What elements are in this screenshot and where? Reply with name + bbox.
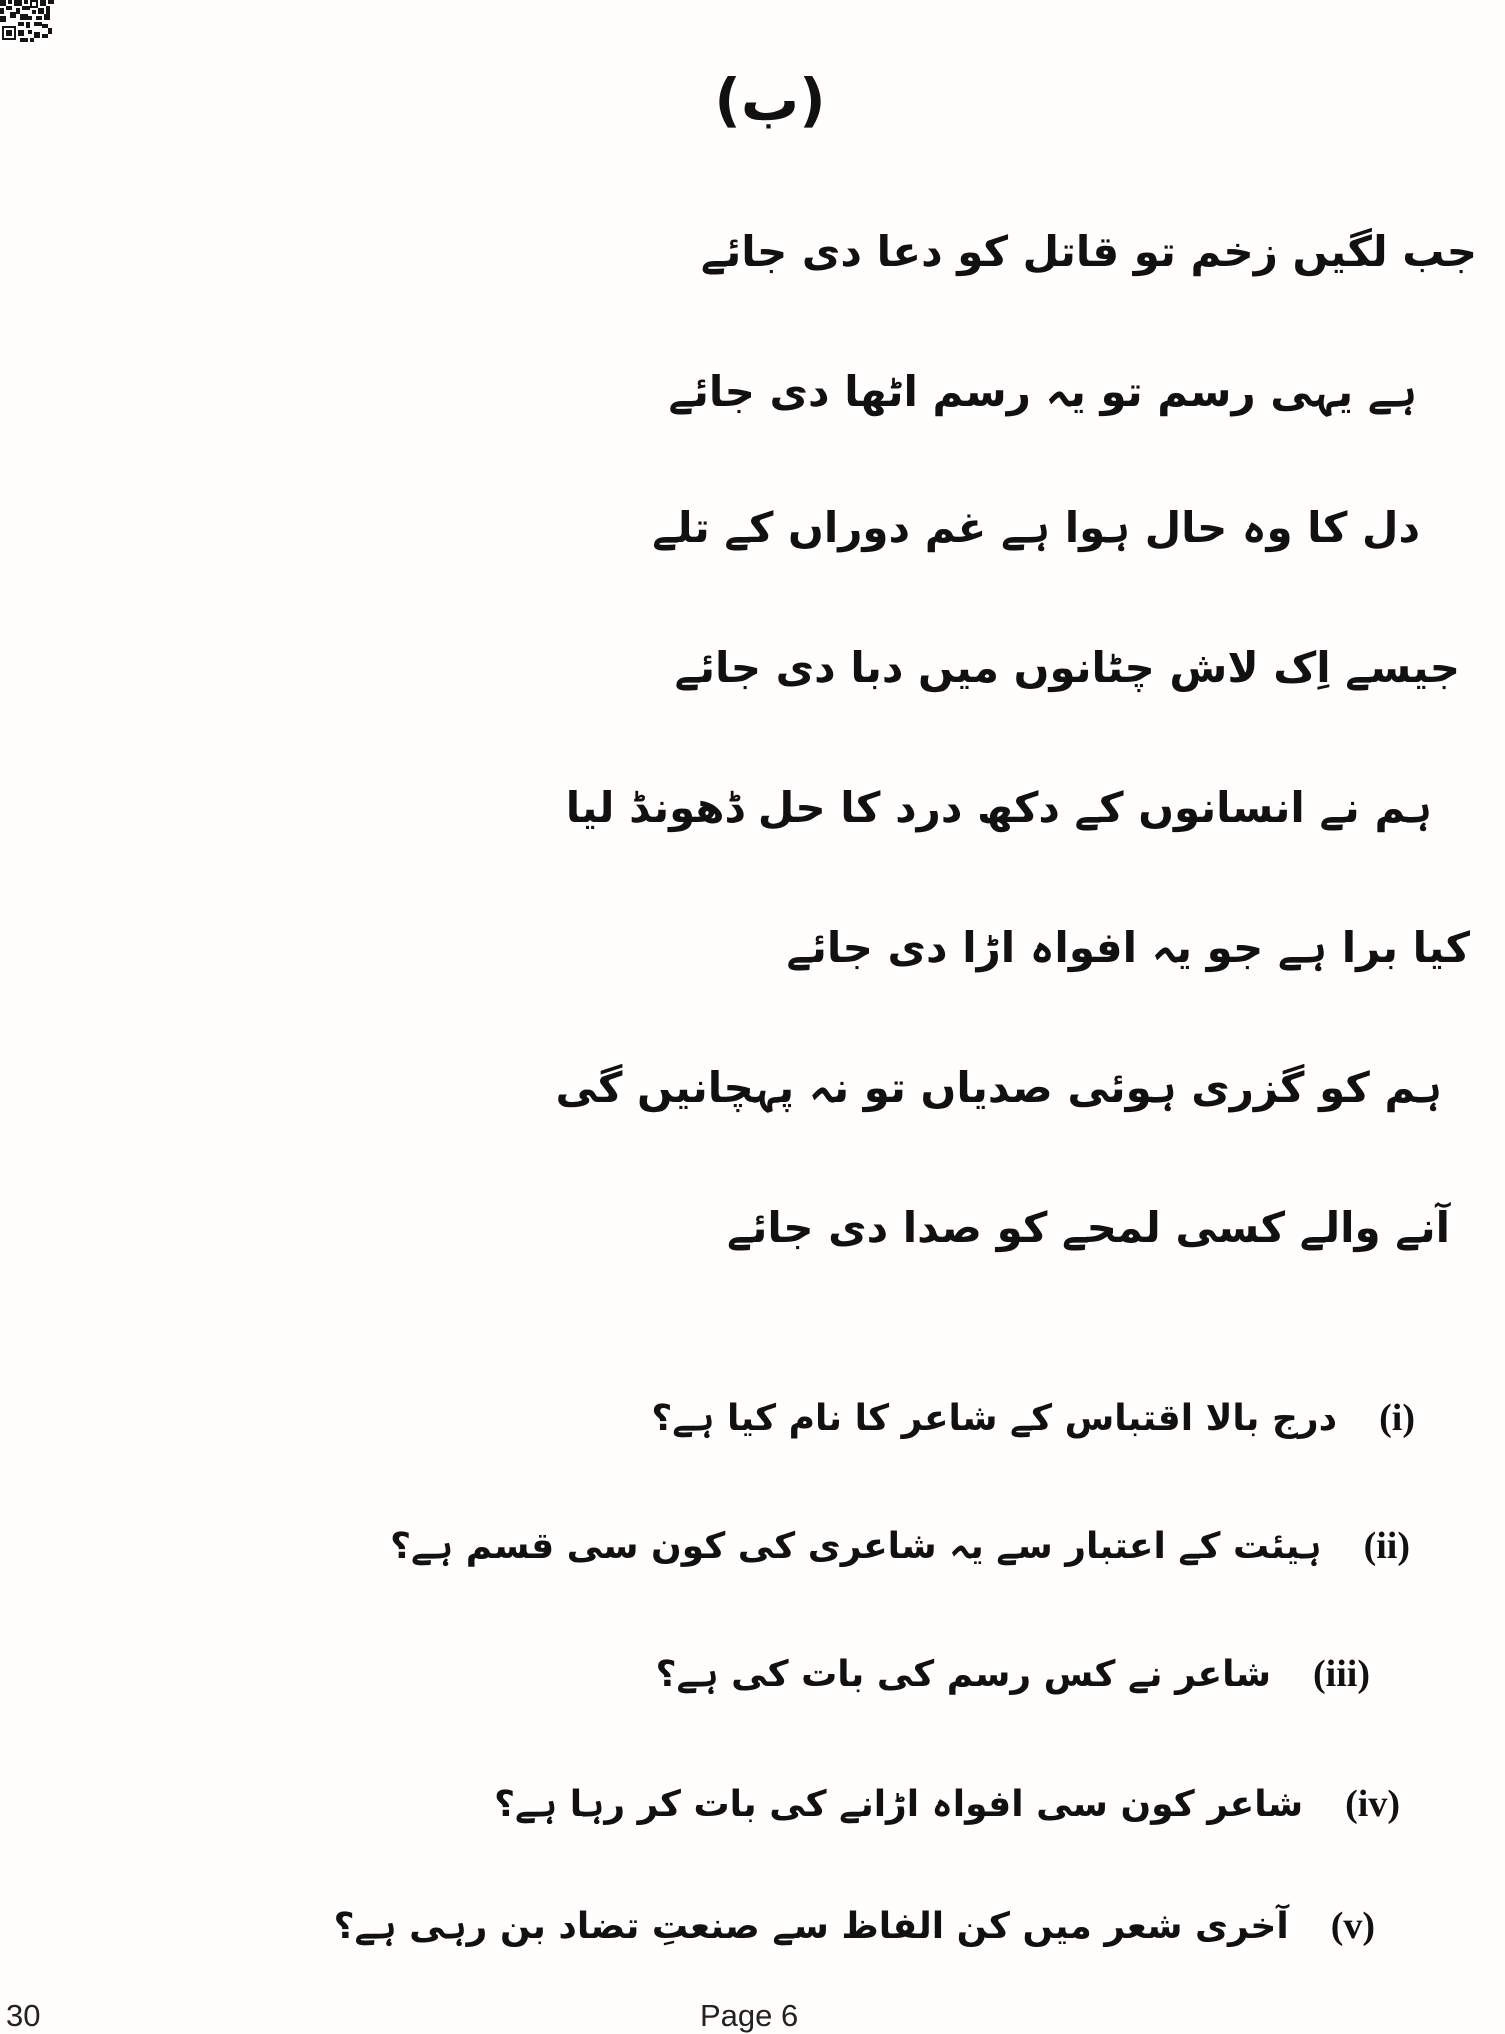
question-ii-number: (ii): [1363, 1525, 1410, 1567]
poem-line-1: جب لگیں زخم تو قاتل کو دعا دی جائے: [700, 227, 1477, 276]
question-iv-number: (iv): [1345, 1783, 1400, 1825]
question-iv-text: شاعر کون سی افواہ اڑانے کی بات کر رہا ہے؟: [494, 1784, 1304, 1825]
poem-line-7: ہم کو گزری ہوئی صدیاں تو نہ پہچانیں گی: [555, 1063, 1442, 1112]
section-heading: (ب): [714, 66, 826, 134]
question-ii-text: ہیئت کے اعتبار سے یہ شاعری کی کون سی قسم ہے؟: [390, 1526, 1322, 1567]
question-iii-text: شاعر نے کس رسم کی بات کی ہے؟: [655, 1654, 1272, 1695]
question-i-number: (i): [1379, 1397, 1415, 1439]
question-iii: [656, 1652, 1370, 1696]
question-iv: [494, 1782, 1400, 1826]
question-i-text: درج بالا اقتباس کے شاعر کا نام کیا ہے؟: [651, 1398, 1338, 1439]
qr-code-icon: [0, 0, 56, 44]
question-i: [651, 1396, 1415, 1440]
question-v-number: (v): [1330, 1905, 1375, 1947]
question-v: [334, 1904, 1375, 1948]
question-v-text: آخری شعر میں کن الفاظ سے صنعتِ تضاد بن رہی ہے؟: [333, 1906, 1289, 1947]
poem-line-2: ہے یہی رسم تو یہ رسم اٹھا دی جائے: [668, 367, 1417, 416]
footer-question-number: 30: [6, 1998, 41, 2033]
poem-line-8: آنے والے کسی لمحے کو صدا دی جائے: [727, 1203, 1450, 1252]
poem-line-4: جیسے اِک لاش چٹانوں میں دبا دی جائے: [674, 643, 1460, 692]
poem-line-5: ہم نے انسانوں کے دکھ درد کا حل ڈھونڈ لیا: [565, 783, 1432, 832]
question-ii: [390, 1524, 1410, 1568]
poem-line-3: دل کا وہ حال ہوا ہے غم دوراں کے تلے: [652, 503, 1420, 552]
poem-line-6: کیا برا ہے جو یہ افواہ اڑا دی جائے: [786, 923, 1470, 972]
footer-page-label: Page 6: [700, 1998, 799, 2033]
question-iii-number: (iii): [1313, 1653, 1370, 1695]
